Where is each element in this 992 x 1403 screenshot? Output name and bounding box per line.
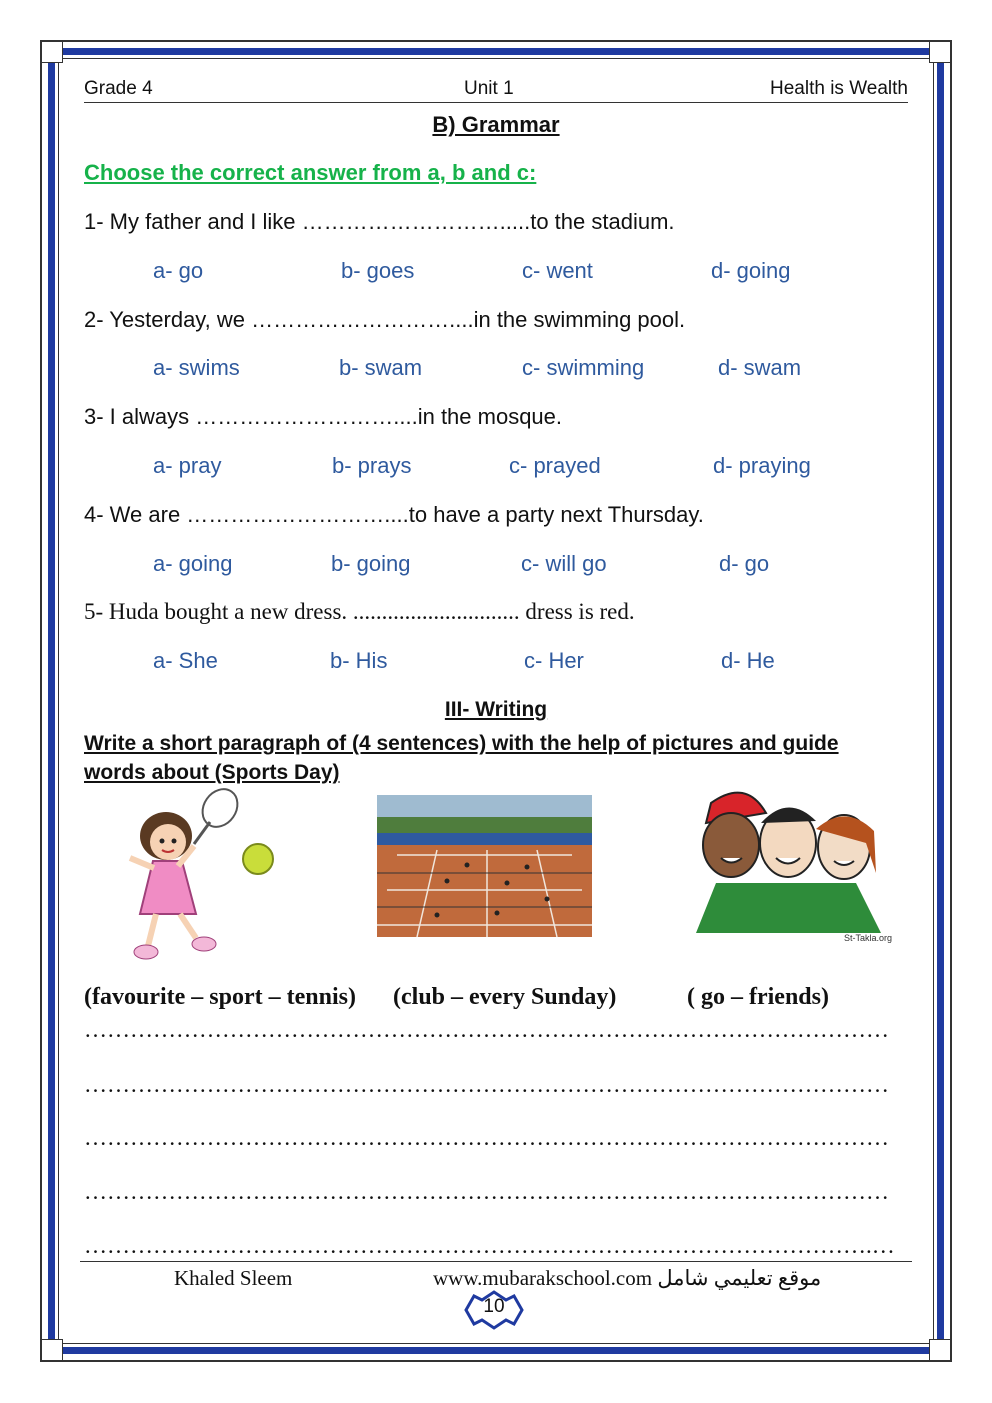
option-4b: b- going <box>331 551 411 576</box>
question-2: 2- Yesterday, we ………………………....in the swimming pool. <box>84 307 686 332</box>
option-4c: c- will go <box>521 551 607 576</box>
corner-ornament-top-right <box>929 41 951 63</box>
question-3: 3- I always ………………………....in the mosque. <box>84 404 563 429</box>
option-3a: a- pray <box>153 453 222 478</box>
option-2d: d- swam <box>718 355 802 380</box>
tennis-club-picture <box>377 795 592 937</box>
option-5d: d- He <box>721 648 775 673</box>
option-4a: a- going <box>153 551 233 576</box>
writing-line-2[interactable]: …………………………………………………………………………………………… <box>84 1072 889 1097</box>
option-5a: a- She <box>153 648 218 673</box>
tennis-girl-picture <box>118 786 288 966</box>
option-2c: c- swimming <box>522 355 645 380</box>
guide-words-2: (club – every Sunday) <box>393 984 617 1010</box>
question-1: 1- My father and I like ……………………….....to the stadium. <box>84 209 675 234</box>
friends-picture <box>676 783 898 949</box>
footer-website[interactable]: www.mubarakschool.com موقع تعليمي شامل <box>433 1266 822 1290</box>
corner-ornament-top-left <box>41 41 63 63</box>
option-1b: b- goes <box>341 258 415 283</box>
question-4: 4- We are ………………………....to have a party next Thursday. <box>84 502 704 527</box>
writing-line-1[interactable]: …………………………………………………………………………………………… <box>84 1017 889 1042</box>
option-2a: a- swims <box>153 355 240 380</box>
footer-rule <box>80 1261 912 1262</box>
writing-title: III- Writing <box>444 698 548 721</box>
corner-ornament-bottom-left <box>41 1339 63 1361</box>
page-number: 10 <box>483 1296 505 1317</box>
option-1d: d- going <box>711 258 791 283</box>
writing-line-5[interactable]: ………………………………………………………………………………………….… <box>84 1233 895 1258</box>
header-topic: Health is Wealth <box>770 78 908 99</box>
guide-words-1: (favourite – sport – tennis) <box>84 984 356 1010</box>
writing-instruction: Write a short paragraph of (4 sentences) with the help of pictures and guide words about (Sports Day) <box>84 732 839 784</box>
option-5c: c- Her <box>524 648 584 673</box>
option-3b: b- prays <box>332 453 412 478</box>
guide-words-3: ( go – friends) <box>687 984 829 1010</box>
corner-ornament-bottom-right <box>929 1339 951 1361</box>
footer-author: Khaled Sleem <box>174 1266 293 1290</box>
grammar-instruction: Choose the correct answer from a, b and c: <box>84 160 537 185</box>
picture-credit: St-Takla.org <box>844 933 893 943</box>
grammar-title: B) Grammar <box>432 112 560 137</box>
writing-line-3[interactable]: …………………………………………………………………………………………… <box>84 1125 889 1150</box>
option-1a: a- go <box>153 258 204 283</box>
header-grade: Grade 4 <box>84 78 153 99</box>
option-4d: d- go <box>719 551 770 576</box>
writing-line-4[interactable]: …………………………………………………………………………………………… <box>84 1179 889 1204</box>
page-header <box>84 76 908 103</box>
question-5: 5- Huda bought a new dress. ............................. dress is red. <box>84 599 635 624</box>
option-1c: c- went <box>522 258 593 283</box>
option-2b: b- swam <box>339 355 423 380</box>
option-3c: c- prayed <box>509 453 601 478</box>
option-3d: d- praying <box>713 453 811 478</box>
header-unit: Unit 1 <box>464 78 514 99</box>
option-5b: b- His <box>330 648 388 673</box>
